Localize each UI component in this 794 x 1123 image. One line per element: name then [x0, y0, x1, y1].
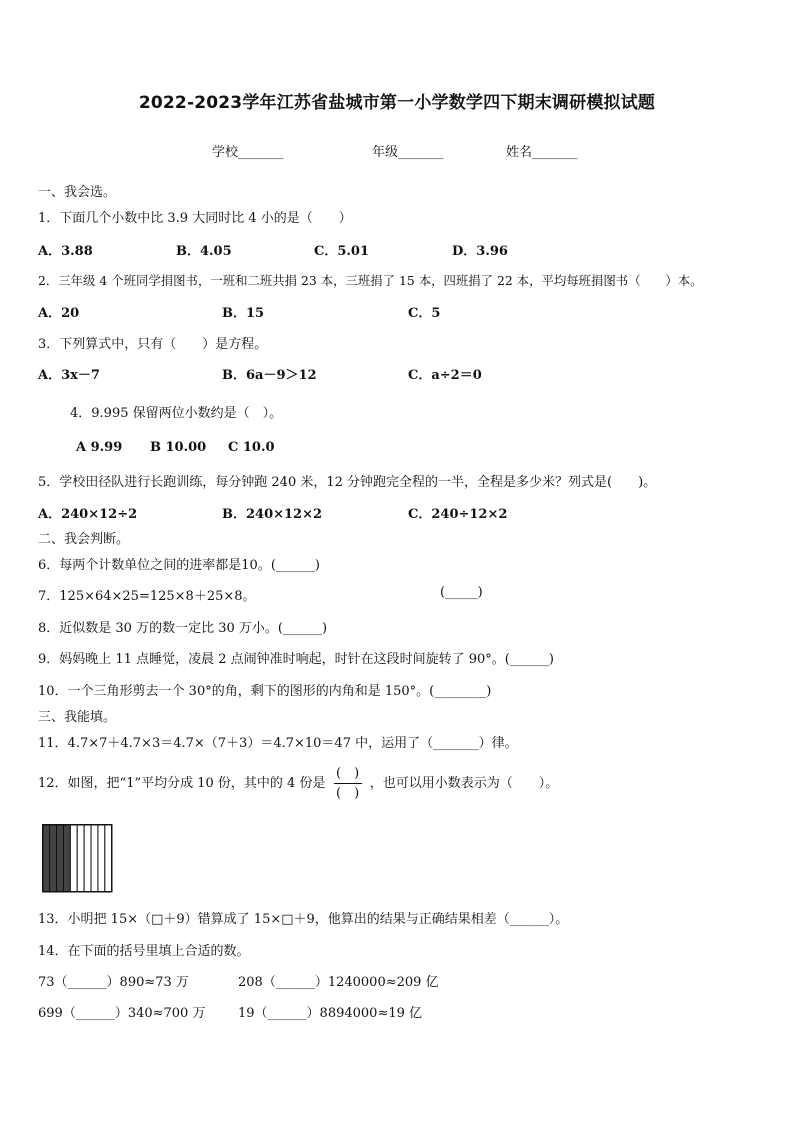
question-1: 1．下面几个小数中比 3.9 大同时比 4 小的是（ ） [38, 211, 352, 226]
shaded-part [63, 825, 70, 892]
question-9: 9．妈妈晚上 11 点睡觉，凌晨 2 点闹钟准时响起，时针在这段时间旋转了 90°。(______) [38, 652, 554, 667]
question-12 [38, 766, 558, 801]
question-6: 6．每两个计数单位之间的进率都是10。(______) [38, 558, 320, 573]
question-13: 13．小明把 15×（□＋9）错算成了 15×□＋9，他算出的结果与正确结果相差（______）。 [38, 912, 569, 927]
q1-option-d: D．3.96 [452, 244, 508, 259]
q4-option-b: B 10.00 [150, 440, 207, 455]
q3-option-a: A．3x－7 [38, 368, 100, 383]
question-7: 7．125×64×25=125×8＋25×8。 [38, 589, 256, 604]
q14-item-3: 699（______）340≈700 万 [38, 1006, 206, 1021]
section-judge: 二、我会判断。 [38, 532, 130, 547]
q2-option-c: C．5 [408, 306, 441, 321]
q12-text-before: 12．如图，把“1”平均分成 10 份，其中的 4 份是 [38, 776, 326, 791]
q14-item-4: 19（______）8894000≈19 亿 [238, 1006, 423, 1021]
q14-item-2: 208（______）1240000≈209 亿 [238, 975, 439, 990]
q3-option-b: B．6a－9＞12 [222, 368, 317, 383]
shaded-part [50, 825, 57, 892]
question-3: 3．下列算式中，只有（ ）是方程。 [38, 337, 268, 352]
page-title: 2022-2023学年江苏省盐城市第一小学数学四下期末调研模拟试题 [138, 93, 656, 113]
q2-option-b: B．15 [222, 306, 265, 321]
unshaded-part [91, 825, 98, 892]
shaded-part [43, 825, 50, 892]
unshaded-part [84, 825, 91, 892]
ten-part-figure [42, 824, 114, 894]
grade-field: 年级_______ [372, 145, 444, 160]
q5-option-c: C．240÷12×2 [408, 507, 508, 522]
question-4: 4．9.995 保留两位小数约是（ ）。 [70, 406, 283, 421]
q1-option-b: B．4.05 [176, 244, 232, 259]
unshaded-part [70, 825, 77, 892]
school-field: 学校_______ [212, 145, 284, 160]
name-field: 姓名_______ [506, 145, 578, 160]
question-14: 14．在下面的括号里填上合适的数。 [38, 944, 250, 959]
unshaded-part [98, 825, 105, 892]
question-11: 11．4.7×7＋4.7×3＝4.7×（7＋3）＝4.7×10＝47 中，运用了（_______）律。 [38, 736, 518, 751]
fraction-bar [334, 783, 362, 784]
q3-option-c: C．a÷2＝0 [408, 368, 482, 383]
q12-fraction [334, 766, 362, 801]
q14-item-1: 73（______）890≈73 万 [38, 975, 189, 990]
unshaded-part [77, 825, 84, 892]
question-8: 8．近似数是 30 万的数一定比 30 万小。(______) [38, 621, 328, 636]
shaded-part [57, 825, 64, 892]
question-5: 5．学校田径队进行长跑训练，每分钟跑 240 米，12 分钟跑完全程的一半，全程是多少米？列式是( )。 [38, 475, 657, 490]
q2-option-a: A．20 [38, 306, 80, 321]
unshaded-part [105, 825, 112, 892]
q12-numerator: ( ) [336, 766, 360, 781]
question-7-blank: (_____) [440, 585, 483, 600]
q5-option-b: B．240×12×2 [222, 507, 323, 522]
question-10: 10．一个三角形剪去一个 30°的角，剩下的图形的内角和是 150°。(________) [38, 684, 492, 699]
q1-option-a: A．3.88 [38, 244, 93, 259]
question-2: 2．三年级 4 个班同学捐图书，一班和二班共捐 23 本，三班捐了 15 本，四班捐了 22 本，平均每班捐图书（ ）本。 [38, 273, 703, 288]
q4-option-c: C 10.0 [228, 440, 275, 455]
section-choice: 一、我会选。 [38, 185, 117, 200]
q1-option-c: C．5.01 [314, 244, 370, 259]
q12-denominator: ( ) [336, 786, 360, 801]
q12-text-after: ，也可以用小数表示为（ ）。 [369, 776, 559, 791]
section-fill: 三、我能填。 [38, 710, 117, 725]
q4-option-a: A 9.99 [76, 440, 123, 455]
q5-option-a: A．240×12÷2 [38, 507, 138, 522]
